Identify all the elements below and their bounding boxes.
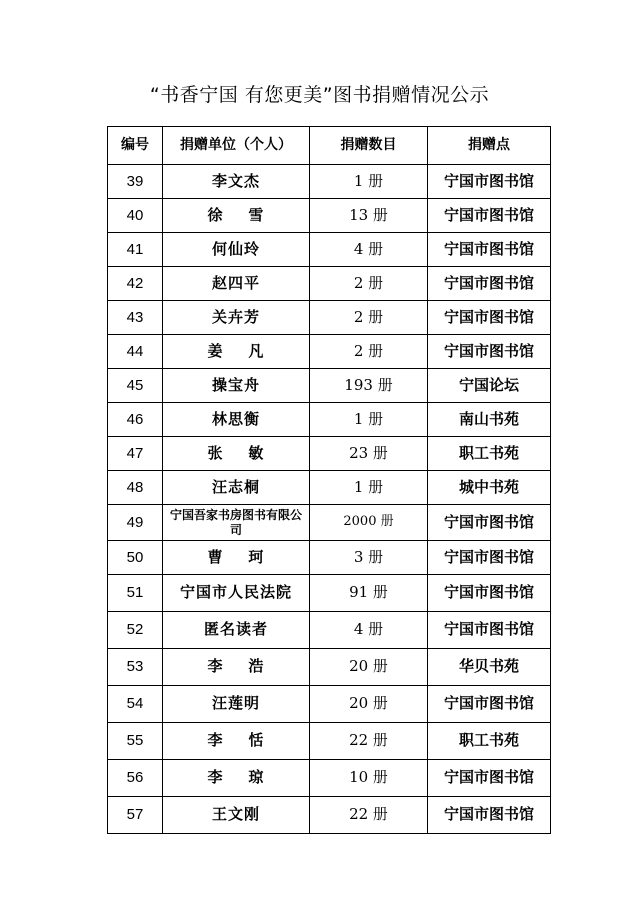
table-row [108, 233, 551, 267]
row-number: 44 [108, 335, 163, 369]
row-donor: 林思衡 [163, 403, 310, 437]
row-count: 4 册 [310, 612, 428, 649]
row-number: 51 [108, 575, 163, 612]
row-count: 22 册 [310, 797, 428, 834]
table-row [108, 267, 551, 301]
row-place: 宁国市图书馆 [428, 541, 551, 575]
row-donor: 曹 珂 [163, 541, 310, 575]
row-place: 城中书苑 [428, 471, 551, 505]
header-place: 捐赠点 [428, 127, 551, 165]
header-donor: 捐赠单位（个人） [163, 127, 310, 165]
table-row [108, 649, 551, 686]
row-number: 49 [108, 505, 163, 541]
row-count: 2 册 [310, 335, 428, 369]
row-place: 宁国市图书馆 [428, 165, 551, 199]
table-row [108, 505, 551, 541]
row-number: 40 [108, 199, 163, 233]
row-count: 2 册 [310, 301, 428, 335]
row-place: 宁国市图书馆 [428, 335, 551, 369]
table-row [108, 403, 551, 437]
table-row [108, 369, 551, 403]
row-donor: 何仙玲 [163, 233, 310, 267]
row-count: 3 册 [310, 541, 428, 575]
row-donor: 汪莲明 [163, 686, 310, 723]
row-count: 1 册 [310, 471, 428, 505]
table-row [108, 199, 551, 233]
row-number: 43 [108, 301, 163, 335]
row-place: 宁国市图书馆 [428, 575, 551, 612]
table-row [108, 760, 551, 797]
row-place: 职工书苑 [428, 437, 551, 471]
row-place: 宁国市图书馆 [428, 301, 551, 335]
row-count: 22 册 [310, 723, 428, 760]
table-row [108, 335, 551, 369]
row-number: 47 [108, 437, 163, 471]
row-number: 57 [108, 797, 163, 834]
table-row [108, 723, 551, 760]
header-number: 编号 [108, 127, 163, 165]
row-place: 宁国市图书馆 [428, 760, 551, 797]
table-row [108, 612, 551, 649]
row-number: 56 [108, 760, 163, 797]
row-number: 48 [108, 471, 163, 505]
row-place: 宁国市图书馆 [428, 267, 551, 301]
row-donor: 李 恬 [163, 723, 310, 760]
table-row [108, 165, 551, 199]
row-donor: 汪志桐 [163, 471, 310, 505]
table-header-row [108, 127, 551, 165]
row-count: 1 册 [310, 165, 428, 199]
row-place: 宁国市图书馆 [428, 199, 551, 233]
row-donor: 姜 凡 [163, 335, 310, 369]
page-title: “书香宁国 有您更美”图书捐赠情况公示 [149, 84, 490, 106]
row-number: 50 [108, 541, 163, 575]
row-number: 55 [108, 723, 163, 760]
row-donor: 张 敏 [163, 437, 310, 471]
row-count: 193 册 [310, 369, 428, 403]
row-donor: 宁国市人民法院 [163, 575, 310, 612]
table-row [108, 797, 551, 834]
row-donor: 李 琼 [163, 760, 310, 797]
row-donor: 徐 雪 [163, 199, 310, 233]
row-number: 54 [108, 686, 163, 723]
table-row [108, 301, 551, 335]
row-number: 45 [108, 369, 163, 403]
row-count: 23 册 [310, 437, 428, 471]
row-count: 20 册 [310, 649, 428, 686]
row-place: 南山书苑 [428, 403, 551, 437]
row-donor: 宁国吾家书房图书有限公司 [163, 505, 310, 541]
row-number: 53 [108, 649, 163, 686]
table-row [108, 575, 551, 612]
row-donor: 李文杰 [163, 165, 310, 199]
row-donor: 操宝舟 [163, 369, 310, 403]
row-donor: 匿名读者 [163, 612, 310, 649]
table-row [108, 437, 551, 471]
row-count: 2 册 [310, 267, 428, 301]
table-row [108, 541, 551, 575]
table-row [108, 471, 551, 505]
row-number: 46 [108, 403, 163, 437]
row-donor: 赵四平 [163, 267, 310, 301]
row-count: 4 册 [310, 233, 428, 267]
row-number: 52 [108, 612, 163, 649]
row-count: 1 册 [310, 403, 428, 437]
row-place: 宁国市图书馆 [428, 612, 551, 649]
row-count: 20 册 [310, 686, 428, 723]
row-place: 华贝书苑 [428, 649, 551, 686]
header-count: 捐赠数目 [310, 127, 428, 165]
row-place: 宁国市图书馆 [428, 797, 551, 834]
row-place: 宁国论坛 [428, 369, 551, 403]
row-place: 宁国市图书馆 [428, 686, 551, 723]
row-count: 2000 册 [310, 505, 428, 541]
row-number: 41 [108, 233, 163, 267]
table-row [108, 686, 551, 723]
row-number: 42 [108, 267, 163, 301]
row-place: 宁国市图书馆 [428, 233, 551, 267]
row-count: 10 册 [310, 760, 428, 797]
row-donor: 关卉芳 [163, 301, 310, 335]
row-count: 13 册 [310, 199, 428, 233]
row-place: 宁国市图书馆 [428, 505, 551, 541]
row-count: 91 册 [310, 575, 428, 612]
row-donor: 李 浩 [163, 649, 310, 686]
row-donor: 王文刚 [163, 797, 310, 834]
donation-table [107, 126, 551, 834]
row-number: 39 [108, 165, 163, 199]
row-place: 职工书苑 [428, 723, 551, 760]
